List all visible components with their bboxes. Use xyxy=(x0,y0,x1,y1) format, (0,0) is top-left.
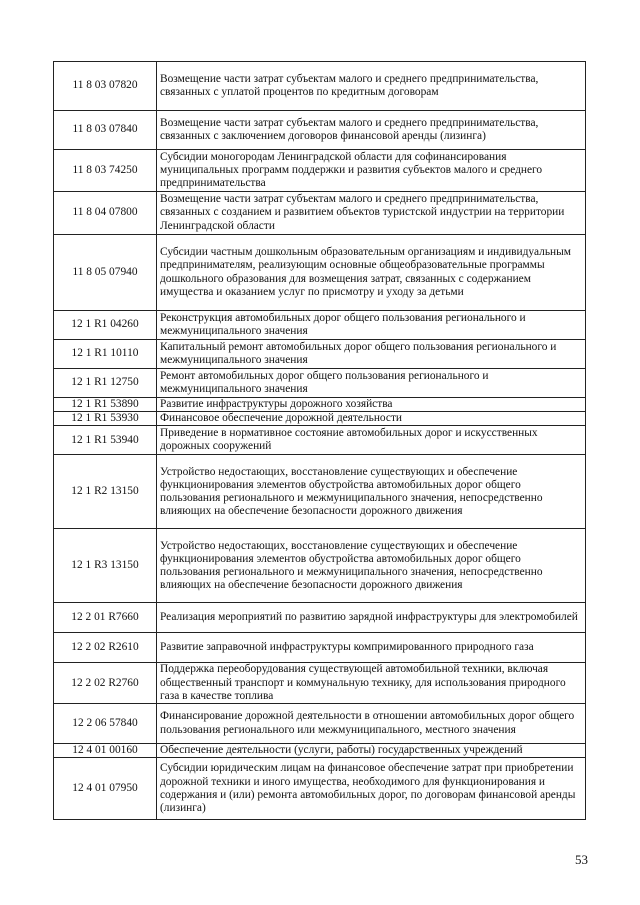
table-row xyxy=(54,603,586,633)
table-row xyxy=(54,62,586,111)
row-description: Субсидии частным дошкольным образовательным организациям и индивидуальным предпринимателям, реализующим основные общеобразовательные программы дошкольного образования для возмещения затрат, связанных с содержанием имущества и оказанием услуг по присмотру и уходу за детьми xyxy=(157,235,586,311)
table-row xyxy=(54,311,586,340)
row-code: 12 1 R1 53940 xyxy=(54,426,157,455)
row-description: Возмещение части затрат субъектам малого и среднего предпринимательства, связанных с уплатой процентов по кредитным договорам xyxy=(157,62,586,111)
row-code: 12 4 01 07950 xyxy=(54,758,157,820)
table-row xyxy=(54,150,586,192)
row-code: 12 1 R2 13150 xyxy=(54,455,157,529)
row-code: 12 4 01 00160 xyxy=(54,744,157,758)
table-row xyxy=(54,412,586,426)
row-description: Возмещение части затрат субъектам малого и среднего предпринимательства, связанных с заключением договоров финансовой аренды (лизинга) xyxy=(157,111,586,150)
row-description: Субсидии моногородам Ленинградской области для софинансирования муниципальных программ поддержки и развития субъектов малого и среднего предпринимательства xyxy=(157,150,586,192)
row-description: Финансовое обеспечение дорожной деятельности xyxy=(157,412,586,426)
row-code: 11 8 05 07940 xyxy=(54,235,157,311)
row-code: 12 2 01 R7660 xyxy=(54,603,157,633)
row-code: 11 8 04 07800 xyxy=(54,192,157,235)
table-row xyxy=(54,744,586,758)
row-description: Устройство недостающих, восстановление существующих и обеспечение функционирования элементов обустройства автомобильных дорог общего пользования регионального и межмуниципального значения, непосредственно влияющих на обеспечение безопасности дорожного движения xyxy=(157,529,586,603)
row-code: 12 1 R1 53930 xyxy=(54,412,157,426)
row-code: 12 2 06 57840 xyxy=(54,704,157,744)
row-code: 12 1 R1 04260 xyxy=(54,311,157,340)
row-code: 12 1 R1 53890 xyxy=(54,398,157,412)
table-row xyxy=(54,426,586,455)
table-row xyxy=(54,704,586,744)
table-row xyxy=(54,758,586,820)
row-code: 12 1 R1 10110 xyxy=(54,340,157,369)
table-row xyxy=(54,235,586,311)
budget-codes-table xyxy=(53,61,586,820)
table-row xyxy=(54,398,586,412)
row-description: Субсидии юридическим лицам на финансовое обеспечение затрат при приобретении дорожной техники и иного имущества, необходимого для функционирования и содержания и (или) ремонта автомобильных дорог, по договорам финансовой аренды (лизинга) xyxy=(157,758,586,820)
row-code: 12 2 02 R2610 xyxy=(54,633,157,663)
row-description: Реконструкция автомобильных дорог общего пользования регионального и межмуниципального значения xyxy=(157,311,586,340)
row-description: Приведение в нормативное состояние автомобильных дорог и искусственных дорожных сооружений xyxy=(157,426,586,455)
row-code: 11 8 03 07820 xyxy=(54,62,157,111)
row-code: 11 8 03 74250 xyxy=(54,150,157,192)
row-description: Развитие инфраструктуры дорожного хозяйства xyxy=(157,398,586,412)
table-row xyxy=(54,369,586,398)
row-code: 12 1 R3 13150 xyxy=(54,529,157,603)
table-row xyxy=(54,663,586,704)
table-row xyxy=(54,455,586,529)
row-code: 12 1 R1 12750 xyxy=(54,369,157,398)
row-description: Возмещение части затрат субъектам малого и среднего предпринимательства, связанных с созданием и развитием объектов туристской индустрии на территории Ленинградской области xyxy=(157,192,586,235)
table-row xyxy=(54,340,586,369)
row-description: Ремонт автомобильных дорог общего пользования регионального и межмуниципального значения xyxy=(157,369,586,398)
table-row xyxy=(54,633,586,663)
table-row xyxy=(54,111,586,150)
row-description: Финансирование дорожной деятельности в отношении автомобильных дорог общего пользования регионального или межмуниципального, местного значения xyxy=(157,704,586,744)
table-row xyxy=(54,192,586,235)
table-row xyxy=(54,529,586,603)
row-description: Обеспечение деятельности (услуги, работы) государственных учреждений xyxy=(157,744,586,758)
row-code: 12 2 02 R2760 xyxy=(54,663,157,704)
row-description: Устройство недостающих, восстановление существующих и обеспечение функционирования элементов обустройства автомобильных дорог общего пользования регионального и межмуниципального значения, непосредственно влияющих на обеспечение безопасности дорожного движения xyxy=(157,455,586,529)
row-description: Развитие заправочной инфраструктуры компримированного природного газа xyxy=(157,633,586,663)
row-description: Поддержка переоборудования существующей автомобильной техники, включая общественный транспорт и коммунальную технику, для использования природного газа в качестве топлива xyxy=(157,663,586,704)
row-description: Реализация мероприятий по развитию зарядной инфраструктуры для электромобилей xyxy=(157,603,586,633)
row-code: 11 8 03 07840 xyxy=(54,111,157,150)
table-body xyxy=(54,62,586,820)
row-description: Капитальный ремонт автомобильных дорог общего пользования регионального и межмуниципального значения xyxy=(157,340,586,369)
page-number: 53 xyxy=(575,852,588,867)
